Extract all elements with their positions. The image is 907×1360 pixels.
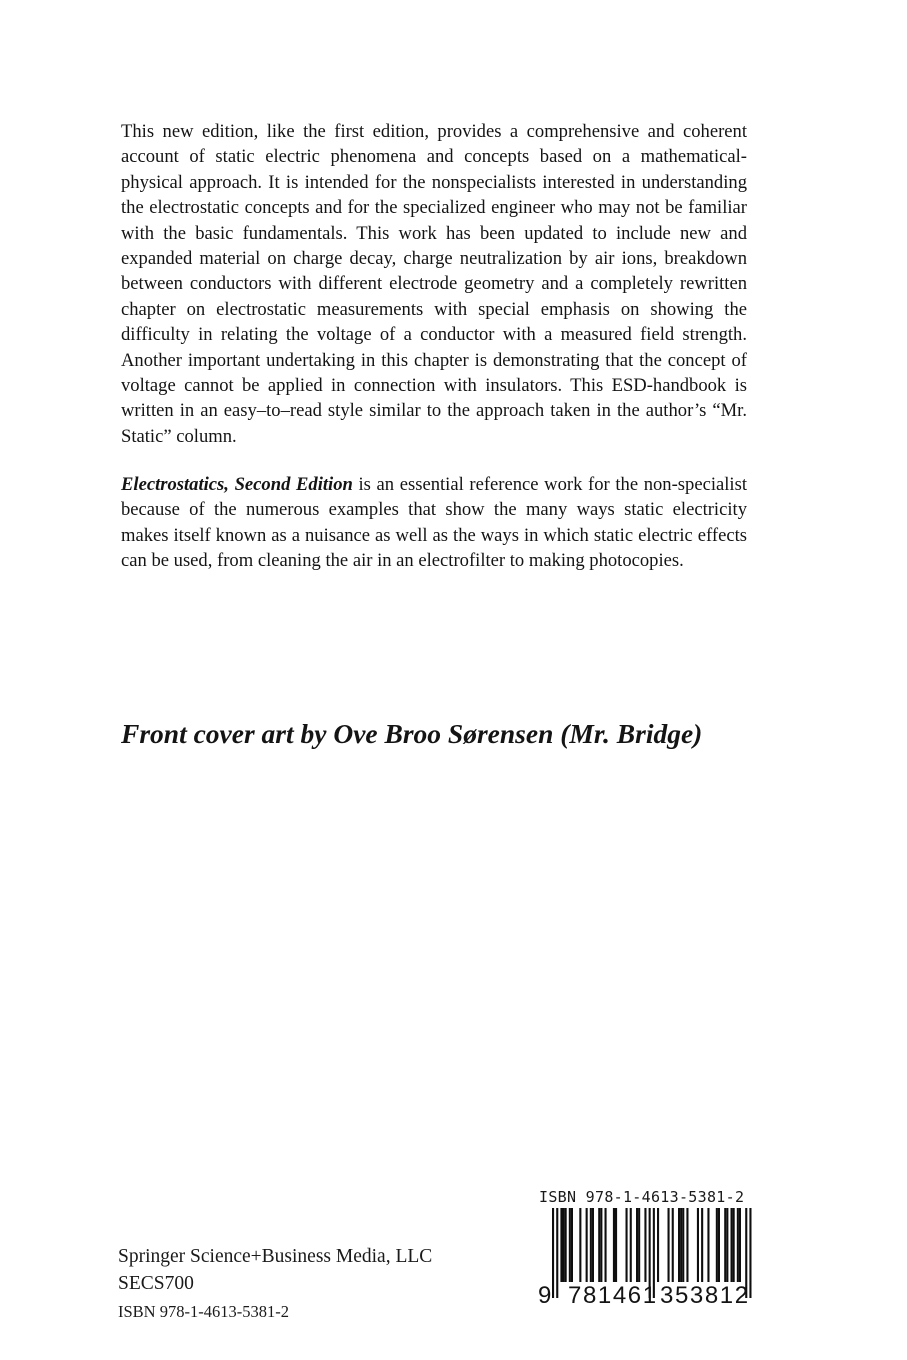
publisher-block — [118, 1243, 432, 1324]
barcode-bar — [598, 1208, 600, 1282]
barcode-bar — [672, 1208, 674, 1282]
barcode-digits — [533, 1278, 765, 1314]
barcode-bar — [615, 1208, 617, 1282]
barcode-bar — [718, 1208, 720, 1282]
barcode-bar — [739, 1208, 741, 1282]
barcode-left-digits: 781461 — [568, 1282, 658, 1309]
barcode-bar — [731, 1208, 733, 1282]
barcode-bar — [678, 1208, 680, 1282]
barcode-bar — [636, 1208, 638, 1282]
description-paragraph-2-body: is an essential reference work for the non-specialist because of the numerous examples that show the many ways static electricity makes itself known as a nuisance as well as the ways in which static electric effects can be used, from cleaning the air in an electrofilter to making photocopies. — [121, 474, 747, 572]
barcode-bar — [737, 1208, 739, 1282]
barcode-bar — [716, 1208, 718, 1282]
publisher-code: SECS700 — [118, 1273, 194, 1294]
barcode-bar — [680, 1208, 682, 1282]
barcode-block — [533, 1188, 765, 1320]
barcode-bar — [733, 1208, 735, 1282]
barcode-bar — [724, 1208, 726, 1282]
barcode-bar — [701, 1208, 703, 1282]
barcode-bar — [613, 1208, 615, 1282]
barcode-bar — [630, 1208, 632, 1282]
barcode-isbn-label: ISBN 978-1-4613-5381-2 — [539, 1188, 745, 1206]
barcode-first-digit: 9 — [538, 1282, 553, 1309]
barcode-bar — [605, 1208, 607, 1282]
barcode-bar — [638, 1208, 640, 1282]
barcode-bar — [682, 1208, 684, 1282]
barcode-bar — [592, 1208, 594, 1282]
barcode-bar — [563, 1208, 565, 1282]
description-paragraph-1: This new edition, like the first edition, provides a comprehensive and coherent account of static electric phenomena and concepts based on a mathematical-physical approach. It is intended for the nonspecialists interested in understanding the electrostatic concepts and for the specialized engineer who may not be familiar with the basic fundamentals. This work has been updated to include new and expanded material on charge decay, charge neutralization by air ions, breakdown between conductors with different electrode geometry and a completely rewritten chapter on electrostatic measurements with special emphasis on showing the difficulty in relating the voltage of a conductor with a measured field strength. Another important undertaking in this chapter is demonstrating that the concept of voltage cannot be applied in connection with insulators. This ESD-handbook is written in an easy–to–read style similar to the approach taken in the author’s “Mr. Static” column. — [121, 121, 747, 447]
barcode-bar — [657, 1208, 659, 1282]
description-paragraph-2 — [121, 472, 747, 574]
barcode-bar — [590, 1208, 592, 1282]
book-title-emphasis: Electrostatics, Second Edition — [121, 474, 353, 495]
barcode-bar — [569, 1208, 571, 1282]
barcode-bar — [571, 1208, 573, 1282]
barcode-bar — [644, 1208, 646, 1282]
barcode-bar — [579, 1208, 581, 1282]
barcode-right-digits: 353812 — [660, 1282, 750, 1309]
barcode-bar — [726, 1208, 728, 1282]
barcode-bar — [668, 1208, 670, 1282]
barcode-bar — [565, 1208, 567, 1282]
barcode-bar — [600, 1208, 602, 1282]
barcode-bar — [586, 1208, 588, 1282]
publisher-isbn: ISBN 978-1-4613-5381-2 — [118, 1302, 289, 1321]
barcode-bar — [626, 1208, 628, 1282]
cover-art-credit: Front cover art by Ove Broo Sørensen (Mr. Bridge) — [121, 718, 703, 749]
barcode-bar — [697, 1208, 699, 1282]
publisher-name: Springer Science+Business Media, LLC — [118, 1246, 433, 1267]
barcode-bar — [686, 1208, 688, 1282]
barcode-bar — [560, 1208, 562, 1282]
barcode-bar — [707, 1208, 709, 1282]
